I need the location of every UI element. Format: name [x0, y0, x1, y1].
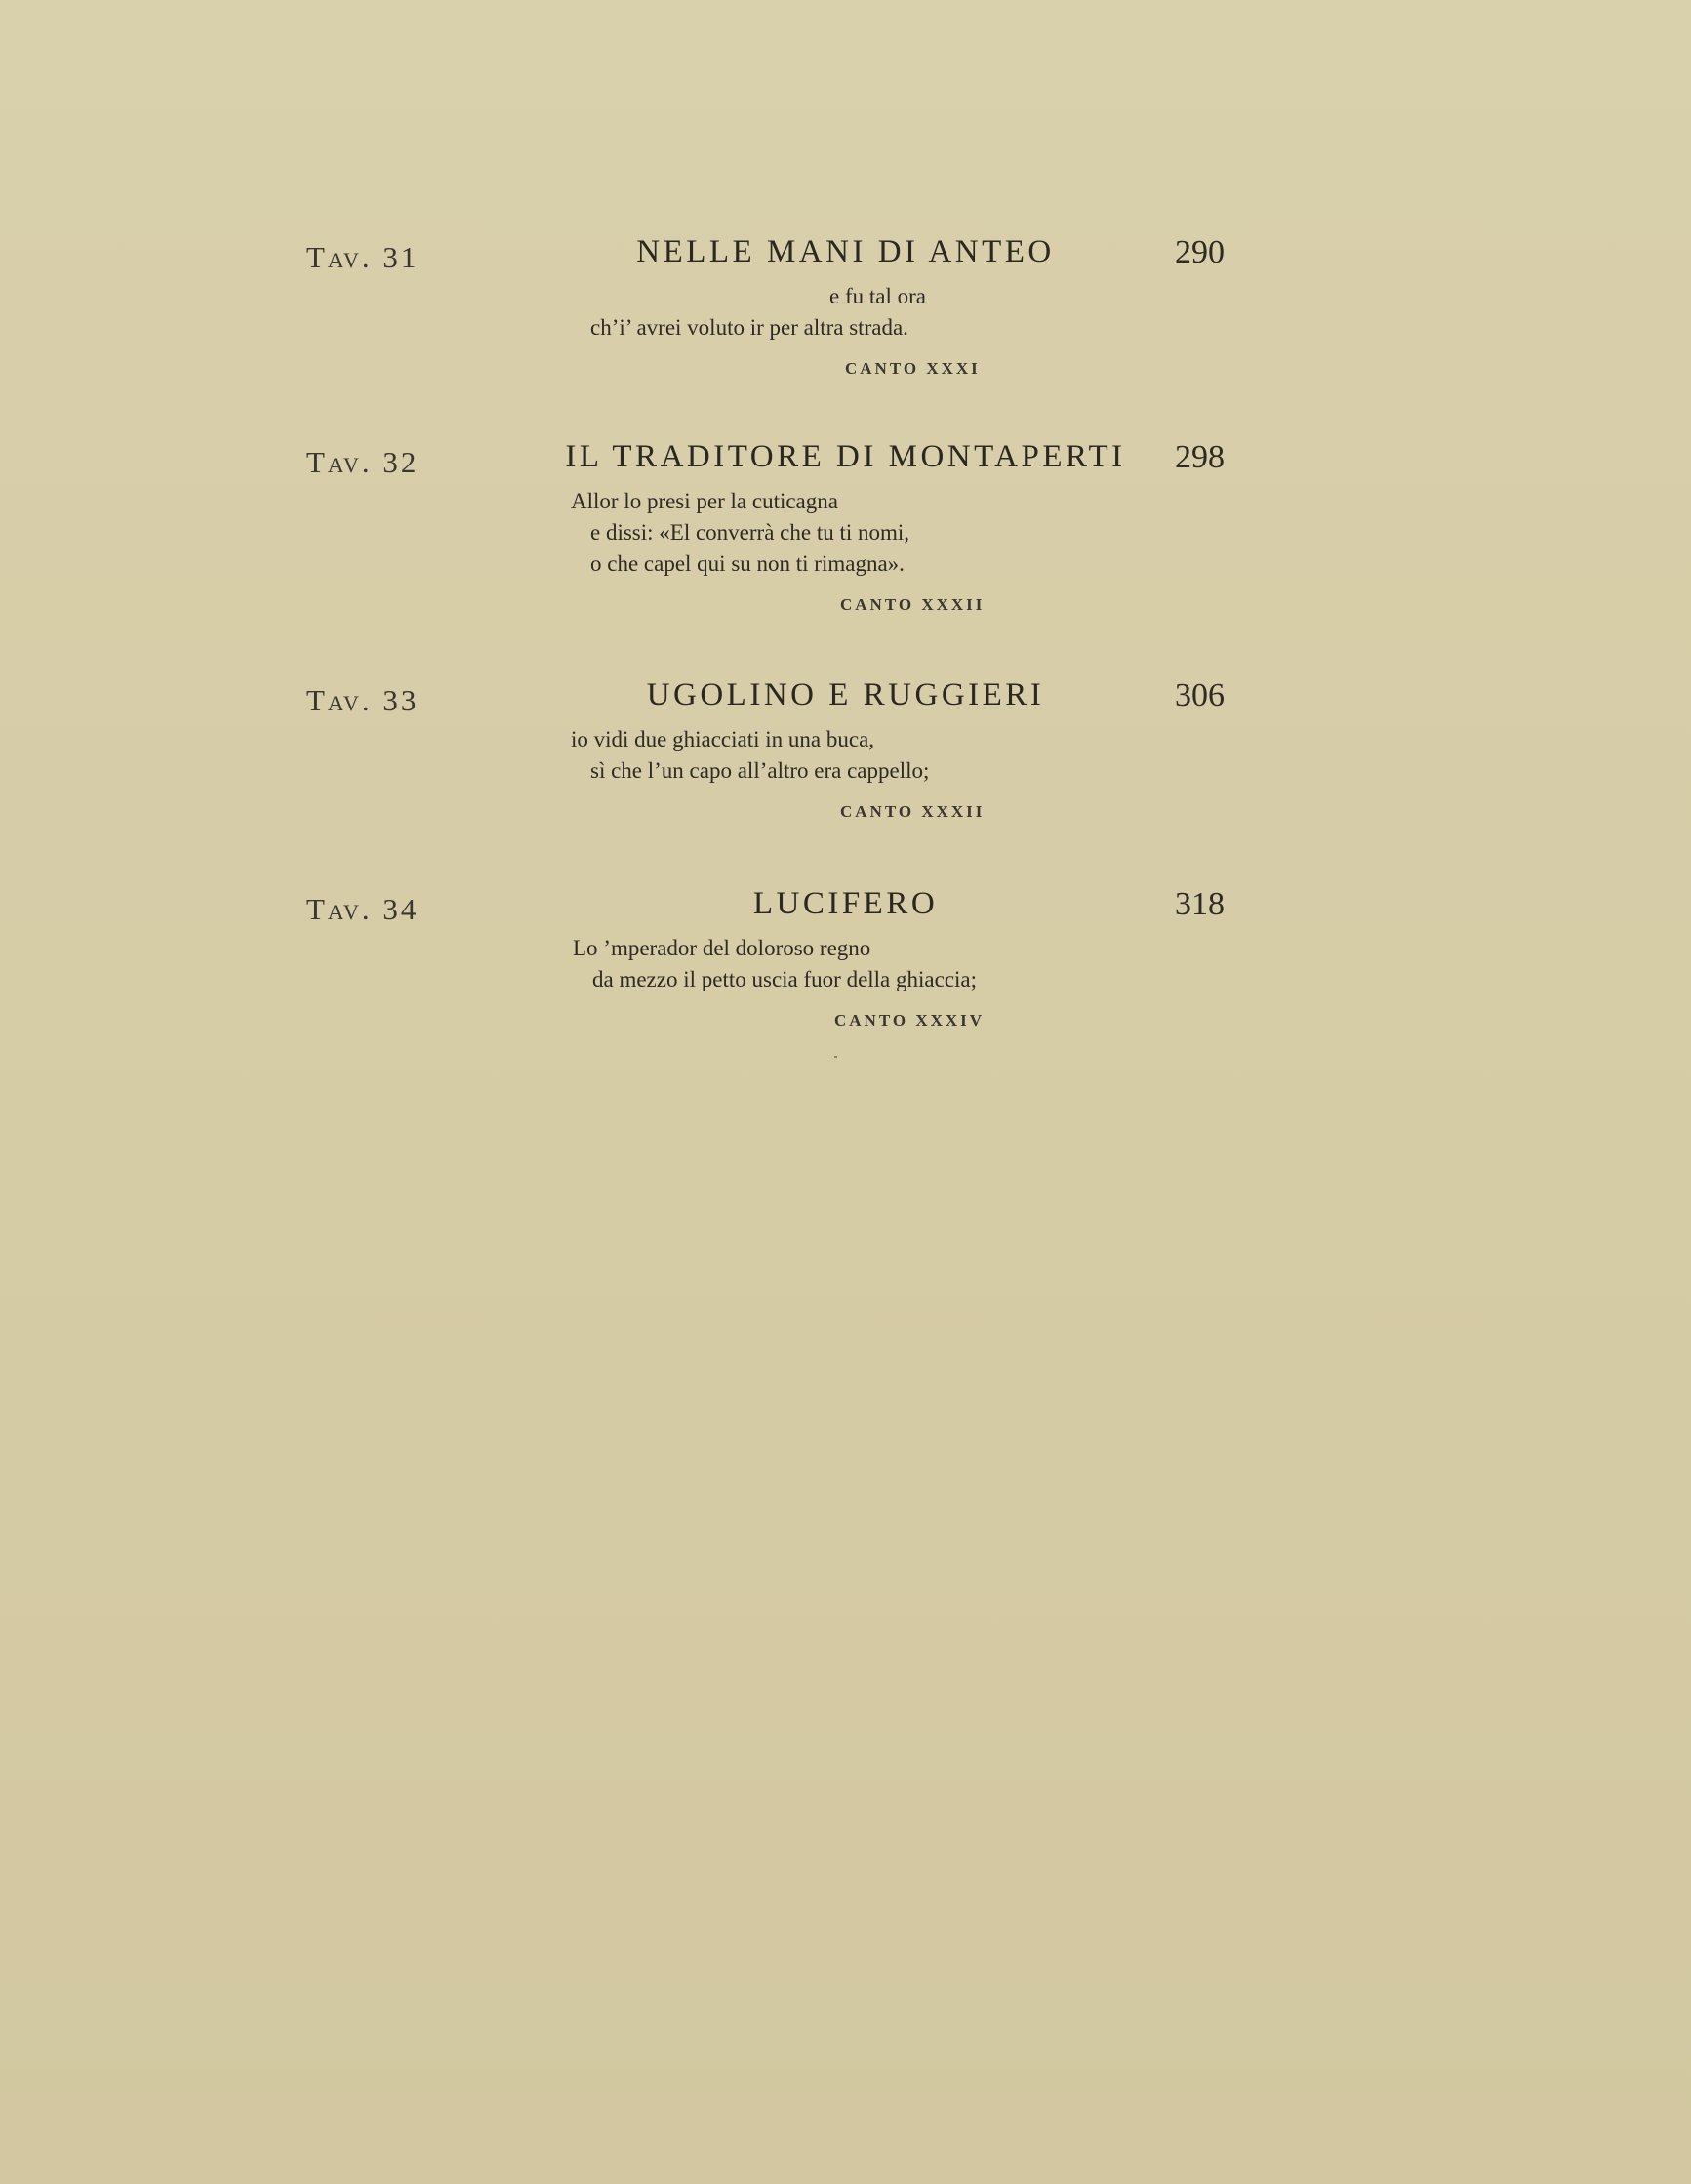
page-number: 318 [1175, 886, 1225, 922]
verse-line: sì che l’un capo all’altro era cappello; [590, 758, 930, 783]
verse-line: e dissi: «El converrà che tu ti nomi, [590, 520, 910, 545]
plate-number: Tav. 31 [306, 240, 420, 274]
verse-line: o che capel qui su non ti rimagna». [590, 551, 905, 576]
verse-line: e fu tal ora [829, 284, 926, 308]
verse-line: io vidi due ghiacciati in una buca, [571, 727, 875, 751]
paper-speck [834, 1056, 837, 1058]
canto-reference: CANTO XXXIV [834, 1011, 986, 1030]
plate-number: Tav. 34 [306, 892, 420, 926]
plate-title: UGOLINO E RUGGIERI [646, 677, 1045, 712]
plate-title: IL TRADITORE DI MONTAPERTI [565, 439, 1126, 474]
canto-reference: CANTO XXXII [840, 802, 986, 821]
plate-number: Tav. 32 [306, 445, 420, 479]
verse-line: ch’i’ avrei voluto ir per altra strada. [590, 315, 908, 340]
verse-line: da mezzo il petto uscia fuor della ghiaccia; [592, 967, 978, 991]
verse-line: Allor lo presi per la cuticagna [571, 489, 838, 513]
page-number: 290 [1175, 234, 1225, 270]
plate-title: LUCIFERO [752, 886, 939, 921]
plate-title: NELLE MANI DI ANTEO [636, 234, 1055, 269]
canto-reference: CANTO XXXII [840, 595, 986, 614]
page-number: 298 [1175, 439, 1225, 475]
plate-number: Tav. 33 [306, 683, 420, 717]
page-number: 306 [1175, 677, 1225, 713]
canto-reference: CANTO XXXI [845, 359, 981, 378]
verse-line: Lo ’mperador del doloroso regno [573, 936, 871, 960]
